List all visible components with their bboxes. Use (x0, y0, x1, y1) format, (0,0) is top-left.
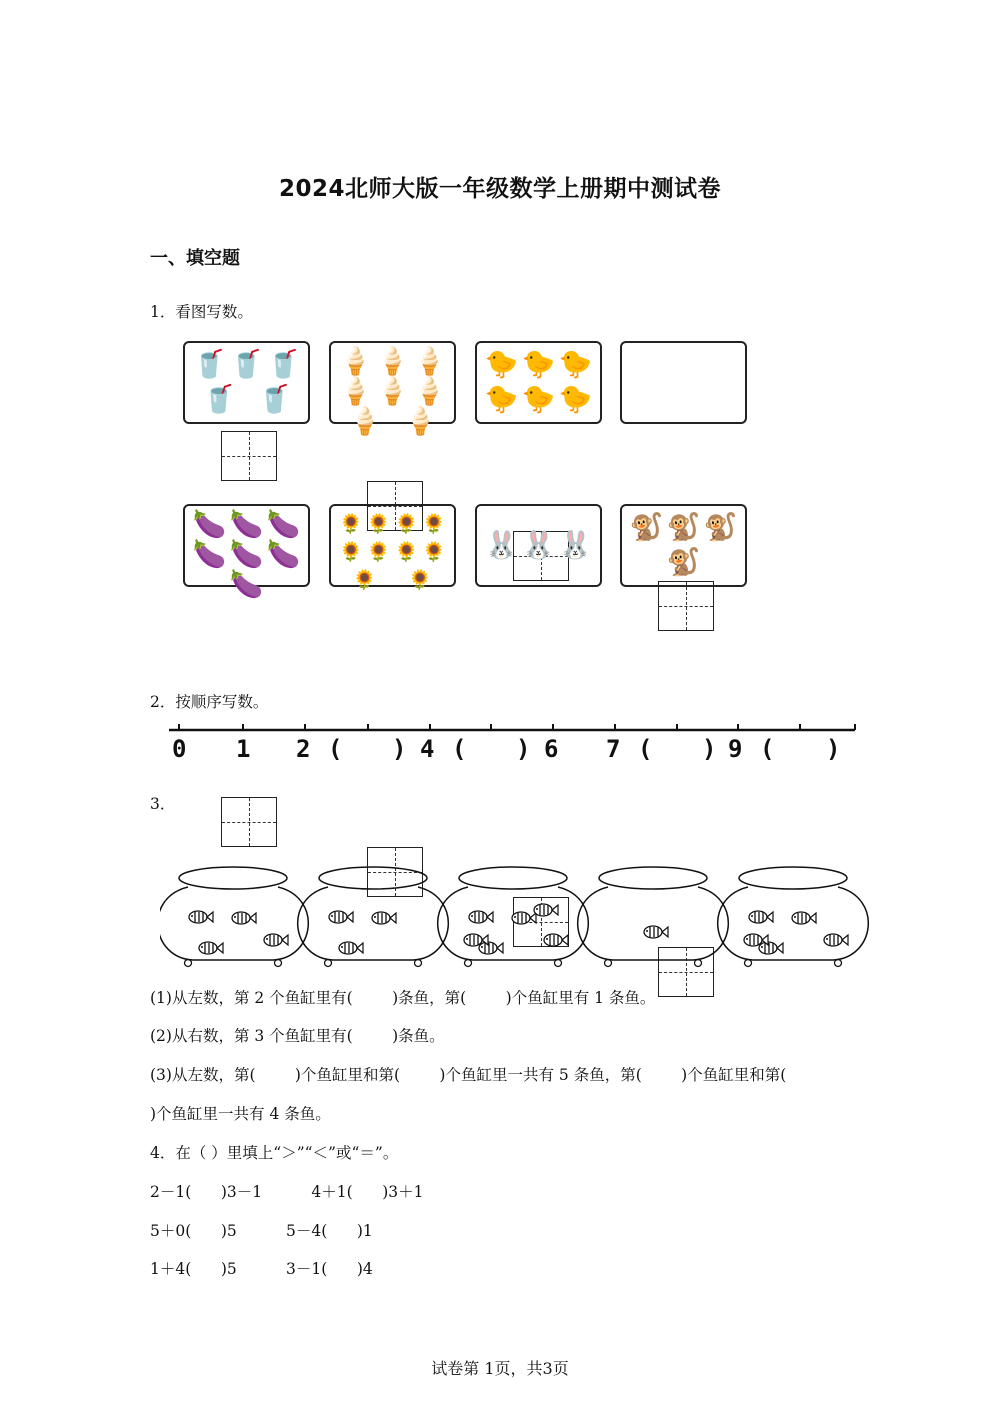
fish-icon (469, 911, 493, 923)
eggplant-icon: 🍆 (266, 539, 301, 570)
fish-icon (232, 912, 256, 924)
flower-icon: 🌻 (408, 569, 433, 591)
flower-icon: 🌻 (366, 513, 391, 535)
monkey-icon: 🐒 (703, 511, 738, 543)
flower-icon: 🌻 (366, 541, 391, 563)
q3-line-2: (2)从右数，第 3 个鱼缸里有( )条鱼。 (150, 1027, 445, 1045)
picture-box (620, 341, 747, 424)
number-line-label: ( (638, 735, 653, 763)
question-4-label: 4．在（ ）里填上“＞”“＜”或“＝”。 (150, 1144, 399, 1162)
chick-icon: 🐤 (521, 384, 556, 416)
juice-glass-icon: 🥤 (201, 384, 236, 416)
picture-box (329, 341, 456, 437)
number-line-label: 4 (420, 735, 435, 763)
fish-icon (339, 942, 363, 954)
fish-icon (792, 912, 816, 924)
ice-cream-cone-icon: 🍦 (338, 346, 373, 377)
flower-icon: 🌻 (422, 541, 446, 563)
eggplant-icon: 🍆 (266, 509, 301, 540)
fish-icon (479, 942, 503, 954)
chick-icon: 🐤 (521, 348, 556, 380)
eggplant-icon: 🍆 (229, 509, 264, 540)
fish-bowl (438, 867, 589, 967)
question-3-label: 3． (150, 795, 176, 813)
picture-box (183, 504, 310, 600)
fish-icon (824, 934, 848, 946)
fish-icon (189, 911, 213, 923)
flower-icon: 🌻 (394, 513, 419, 535)
picture-box (329, 504, 456, 591)
chick-icon: 🐤 (484, 348, 519, 380)
flower-icon: 🌻 (394, 541, 419, 563)
flower-icon: 🌻 (352, 569, 377, 591)
monkey-icon: 🐒 (666, 547, 701, 579)
fish-bowl (160, 867, 308, 967)
fish-bowl (578, 867, 729, 967)
number-line-label: 6 (544, 735, 559, 763)
number-line-label: 0 (172, 735, 187, 763)
fish-icon (329, 911, 353, 923)
answer-grid[interactable] (221, 431, 277, 481)
juice-glass-icon: 🥤 (266, 348, 301, 380)
number-line-label: 7 (606, 735, 621, 763)
eggplant-icon: 🍆 (229, 539, 264, 570)
fish-icon (759, 942, 783, 954)
question-2-label: 2．按顺序写数。 (150, 693, 269, 711)
fish-icon (199, 942, 223, 954)
q4-row-3: 1＋4( )5 3－1( )4 (150, 1260, 373, 1278)
section-title: 一、填空题 (150, 248, 240, 269)
ice-cream-cone-icon: 🍦 (412, 346, 447, 377)
monkey-icon: 🐒 (629, 511, 664, 543)
answer-grid[interactable] (221, 797, 277, 847)
flower-icon: 🌻 (339, 541, 363, 563)
fish-icon (749, 911, 773, 923)
juice-glass-icon: 🥤 (257, 384, 292, 416)
fish-bowl (298, 867, 449, 967)
eggplant-icon: 🍆 (192, 539, 227, 570)
juice-glass-icon: 🥤 (192, 348, 227, 380)
page-title: 2024北师大版一年级数学上册期中测试卷 (278, 176, 721, 202)
q3-line-1: (1)从左数，第 2 个鱼缸里有( )条鱼，第( )个鱼缸里有 1 条鱼。 (150, 989, 656, 1007)
q3-line-3: (3)从左数，第( )个鱼缸里和第( )个鱼缸里一共有 5 条鱼，第( )个鱼缸里和第( (150, 1066, 787, 1084)
picture-box (620, 504, 747, 587)
chick-icon: 🐤 (558, 348, 593, 380)
eggplant-icon: 🍆 (229, 569, 264, 600)
question-1-label: 1．看图写数。 (150, 303, 253, 321)
fish-icon (644, 926, 668, 938)
ice-cream-cone-icon: 🍦 (403, 406, 438, 437)
fish-icon (544, 934, 568, 946)
ice-cream-cone-icon: 🍦 (347, 406, 382, 437)
fish-icon (512, 912, 536, 924)
answer-grid[interactable] (658, 581, 714, 631)
rabbit-icon: 🐰 (521, 529, 556, 561)
picture-box (475, 341, 602, 424)
number-line-label: ) (702, 735, 717, 763)
number-line-label: ) (392, 735, 407, 763)
number-line-label: ( (328, 735, 343, 763)
fish-bowls (160, 860, 880, 970)
number-line-label: 2 (296, 735, 311, 763)
page-footer: 试卷第 1页，共3页 (431, 1359, 569, 1378)
rabbit-icon: 🐰 (484, 529, 519, 561)
q4-row-1: 2－1( )3－1 4＋1( )3＋1 (150, 1183, 424, 1201)
fish-bowl (718, 867, 869, 967)
monkey-icon: 🐒 (666, 511, 701, 543)
q4-row-2: 5＋0( )5 5－4( )1 (150, 1222, 373, 1240)
number-line-label: ( (452, 735, 467, 763)
number-line-label: ( (760, 735, 775, 763)
number-line-label: ) (826, 735, 841, 763)
eggplant-icon: 🍆 (192, 509, 227, 540)
juice-glass-icon: 🥤 (229, 348, 264, 380)
rabbit-icon: 🐰 (558, 529, 593, 561)
flower-icon: 🌻 (339, 513, 363, 535)
picture-box (475, 504, 602, 587)
fish-icon (372, 912, 396, 924)
number-line-label: ) (516, 735, 531, 763)
q3-line-4: )个鱼缸里一共有 4 条鱼。 (150, 1105, 331, 1123)
ice-cream-cone-icon: 🍦 (412, 376, 447, 407)
fish-icon (534, 904, 558, 916)
number-line-label: 1 (236, 735, 251, 763)
chick-icon: 🐤 (484, 384, 519, 416)
flower-icon: 🌻 (422, 513, 446, 535)
ice-cream-cone-icon: 🍦 (338, 376, 373, 407)
number-line-label: 9 (728, 735, 743, 763)
ice-cream-cone-icon: 🍦 (375, 346, 410, 377)
ice-cream-cone-icon: 🍦 (375, 376, 410, 407)
fish-icon (264, 934, 288, 946)
picture-box (183, 341, 310, 424)
chick-icon: 🐤 (558, 384, 593, 416)
